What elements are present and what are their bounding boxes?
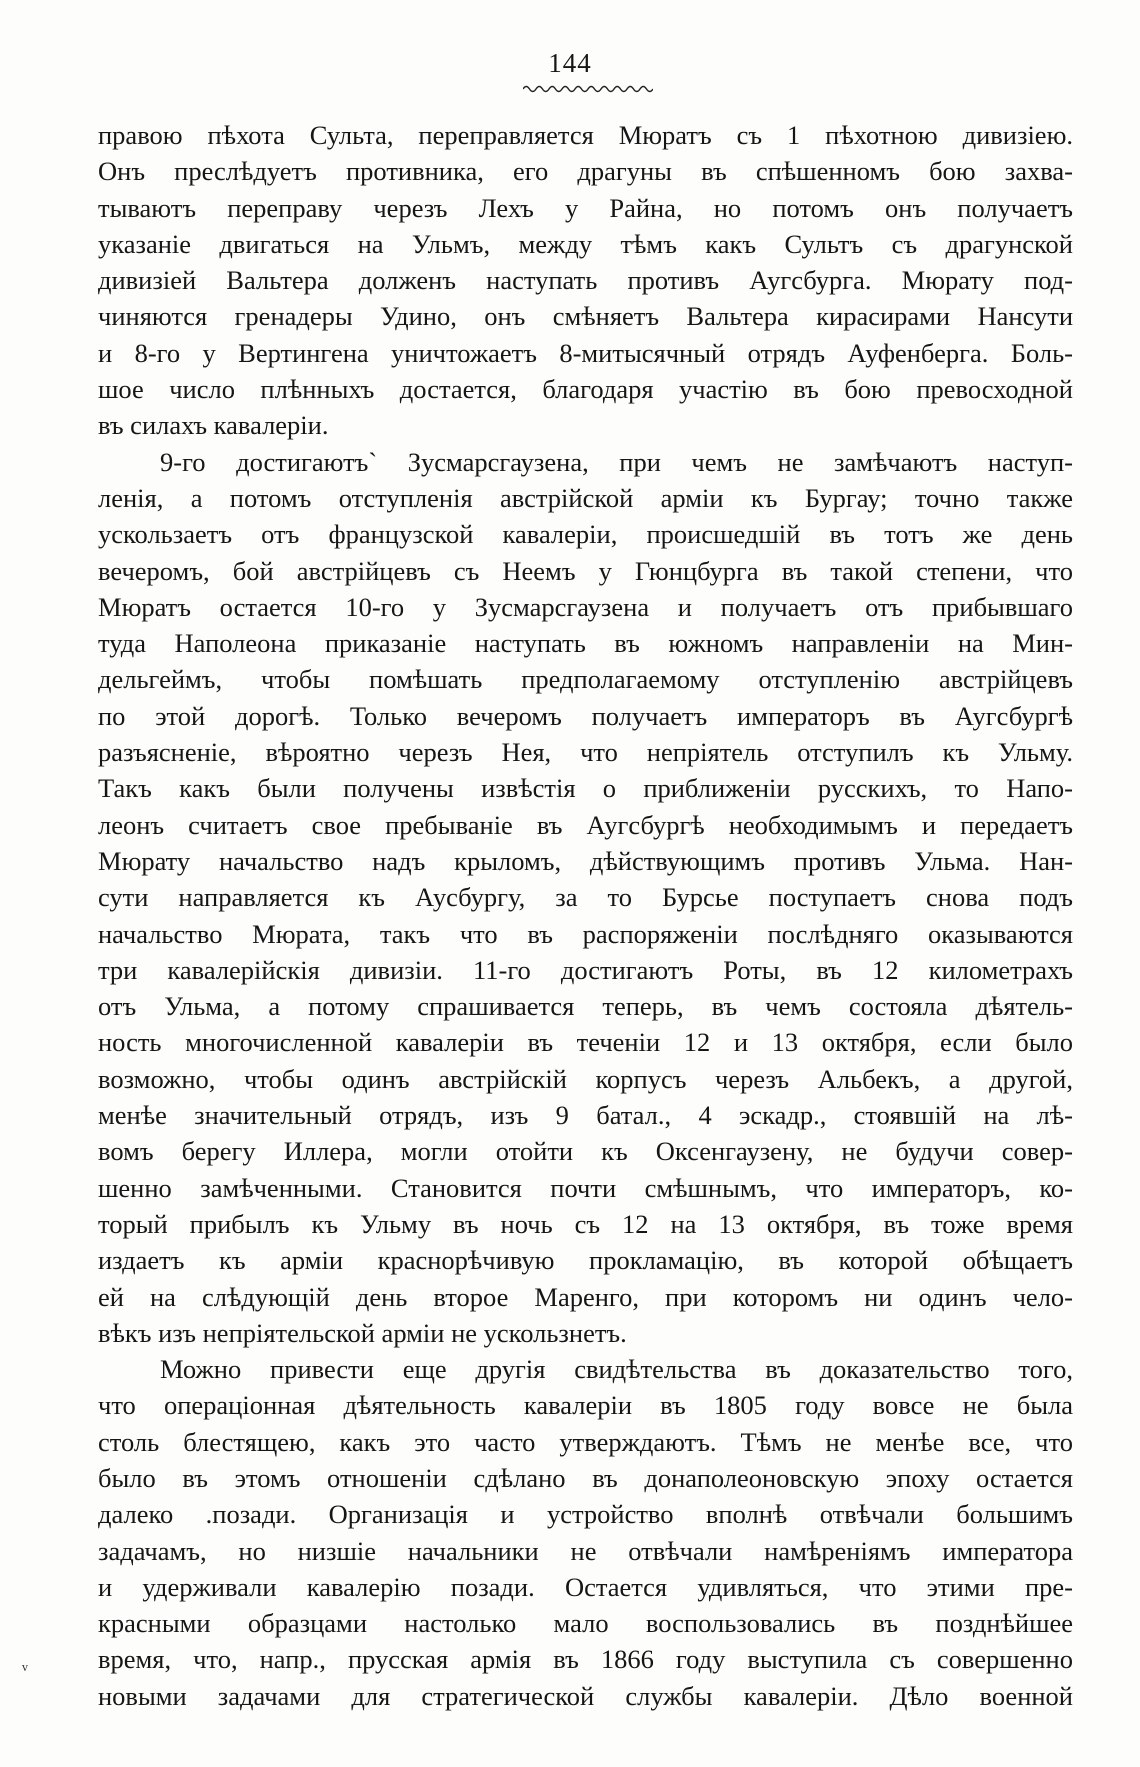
text-line: что операціонная дѣятельность кавалеріи въ 1805 году вовсе не была bbox=[98, 1390, 1073, 1421]
margin-mark: ᵥ bbox=[22, 1652, 28, 1674]
text-line: менѣе значительный отрядъ, изъ 9 батал., 4 эскадр., стоявшій на лѣ- bbox=[98, 1100, 1073, 1131]
text-line: Такъ какъ были получены извѣстія о приближеніи русскихъ, то Напо- bbox=[98, 773, 1073, 804]
text-line: новыми задачами для стратегической службы кавалеріи. Дѣло военной bbox=[98, 1680, 1073, 1711]
text-line: указаніе двигаться на Ульмъ, между тѣмъ какъ Сультъ съ драгунской bbox=[98, 228, 1073, 259]
page-number: 144 bbox=[548, 48, 592, 78]
text-line: леонъ считаетъ свое пребываніе въ Аугсбургѣ необходимымъ и передаетъ bbox=[98, 809, 1073, 840]
text-line: тываютъ переправу черезъ Лехъ у Райна, но потомъ онъ получаетъ bbox=[98, 192, 1073, 223]
text-line: возможно, чтобы одинъ австрійскій корпусъ черезъ Альбекъ, а другой, bbox=[98, 1063, 1073, 1094]
text-line: далеко .позади. Организація и устройство вполнѣ отвѣчали большимъ bbox=[98, 1499, 1073, 1530]
text-line: столь блестящею, какъ это часто утверждаютъ. Тѣмъ не менѣе все, что bbox=[98, 1426, 1073, 1457]
text-line: и удерживали кавалерію позади. Остается удивляться, что этими пре- bbox=[98, 1571, 1073, 1602]
text-line: красными образцами настолько мало воспользовались въ позднѣйшее bbox=[98, 1608, 1073, 1639]
text-line: ей на слѣдующій день второе Маренго, при которомъ ни одинъ чело- bbox=[98, 1281, 1073, 1312]
text-line: было въ этомъ отношеніи сдѣлано въ донаполеоновскую эпоху остается bbox=[98, 1462, 1073, 1493]
text-line: три кавалерійскія дивизіи. 11-го достигаютъ Роты, въ 12 километрахъ bbox=[98, 954, 1073, 985]
text-line: Мюратъ остается 10-го у Зусмарсгаузена и получаетъ отъ прибывшаго bbox=[98, 591, 1073, 622]
text-line: 9-го достигаютъ` Зусмарсгаузена, при чемъ не замѣчаютъ наступ- bbox=[160, 446, 1073, 477]
text-line: ность многочисленной кавалеріи въ теченіи 12 и 13 октября, если было bbox=[98, 1027, 1073, 1058]
text-line: отъ Ульма, а потому спрашивается теперь, въ чемъ состояла дѣятель- bbox=[98, 991, 1073, 1022]
text-line: разъясненіе, вѣроятно черезъ Нея, что непріятель отступилъ къ Ульму. bbox=[98, 737, 1073, 768]
text-line: шенно замѣченными. Становится почти смѣшнымъ, что императоръ, ко- bbox=[98, 1172, 1073, 1203]
text-line: дельгеймъ, чтобы помѣшать предполагаемому отступленію австрійцевъ bbox=[98, 664, 1073, 695]
body-text bbox=[98, 117, 1073, 1714]
text-line: ускользаетъ отъ французской кавалеріи, происшедшій въ тотъ же день bbox=[98, 519, 1073, 550]
text-line: Можно привести еще другія свидѣтельства въ доказательство того, bbox=[160, 1354, 1073, 1385]
text-line: туда Наполеона приказаніе наступать въ южномъ направленіи на Мин- bbox=[98, 628, 1073, 659]
wavy-ornament-line bbox=[523, 84, 653, 94]
text-line: вомъ берегу Иллера, могли отойти къ Оксенгаузену, не будучи совер- bbox=[98, 1136, 1073, 1167]
text-line: и 8-го у Вертингена уничтожаетъ 8-митысячный отрядъ Ауфенберга. Боль- bbox=[98, 337, 1073, 368]
text-line: чиняются гренадеры Удино, онъ смѣняетъ Вальтера кирасирами Нансути bbox=[98, 301, 1073, 332]
text-line: по этой дорогѣ. Только вечеромъ получаетъ императоръ въ Аугсбургѣ bbox=[98, 700, 1073, 731]
text-line: время, что, напр., прусская армія въ 1866 году выступила съ совершенно bbox=[98, 1644, 1073, 1675]
text-line: вѣкъ изъ непріятельской арміи не ускользнетъ. bbox=[98, 1317, 627, 1348]
text-line: шое число плѣнныхъ достается, благодаря участію въ бою превосходной bbox=[98, 374, 1073, 405]
text-line: правою пѣхота Сульта, переправляется Мюратъ съ 1 пѣхотною дивизіею. bbox=[98, 120, 1073, 150]
text-line: Онъ преслѣдуетъ противника, его драгуны въ спѣшенномъ бою захва- bbox=[98, 156, 1073, 187]
text-line: сути направляется къ Аусбургу, за то Бурсье поступаетъ снова подъ bbox=[98, 882, 1073, 913]
text-line: издаетъ къ арміи краснорѣчивую прокламацію, въ которой обѣщаетъ bbox=[98, 1245, 1073, 1276]
text-line: задачамъ, но низшіе начальники не отвѣчали намѣреніямъ императора bbox=[98, 1535, 1073, 1566]
text-line: дивизіей Вальтера долженъ наступать противъ Аугсбурга. Мюрату под- bbox=[98, 265, 1073, 296]
text-line: въ силахъ кавалеріи. bbox=[98, 410, 329, 441]
text-line: ленія, а потомъ отступленія австрійской арміи къ Бургау; точно также bbox=[98, 482, 1073, 513]
text-line: начальство Мюрата, такъ что въ распоряженіи послѣдняго оказываются bbox=[98, 918, 1073, 949]
text-line: Мюрату начальство надъ крыломъ, дѣйствующимъ противъ Ульма. Нан- bbox=[98, 845, 1073, 876]
text-line: торый прибылъ къ Ульму въ ночь съ 12 на 13 октября, въ тоже время bbox=[98, 1208, 1073, 1239]
text-line: вечеромъ, бой австрійцевъ съ Неемъ у Гюнцбурга въ такой степени, что bbox=[98, 555, 1073, 586]
